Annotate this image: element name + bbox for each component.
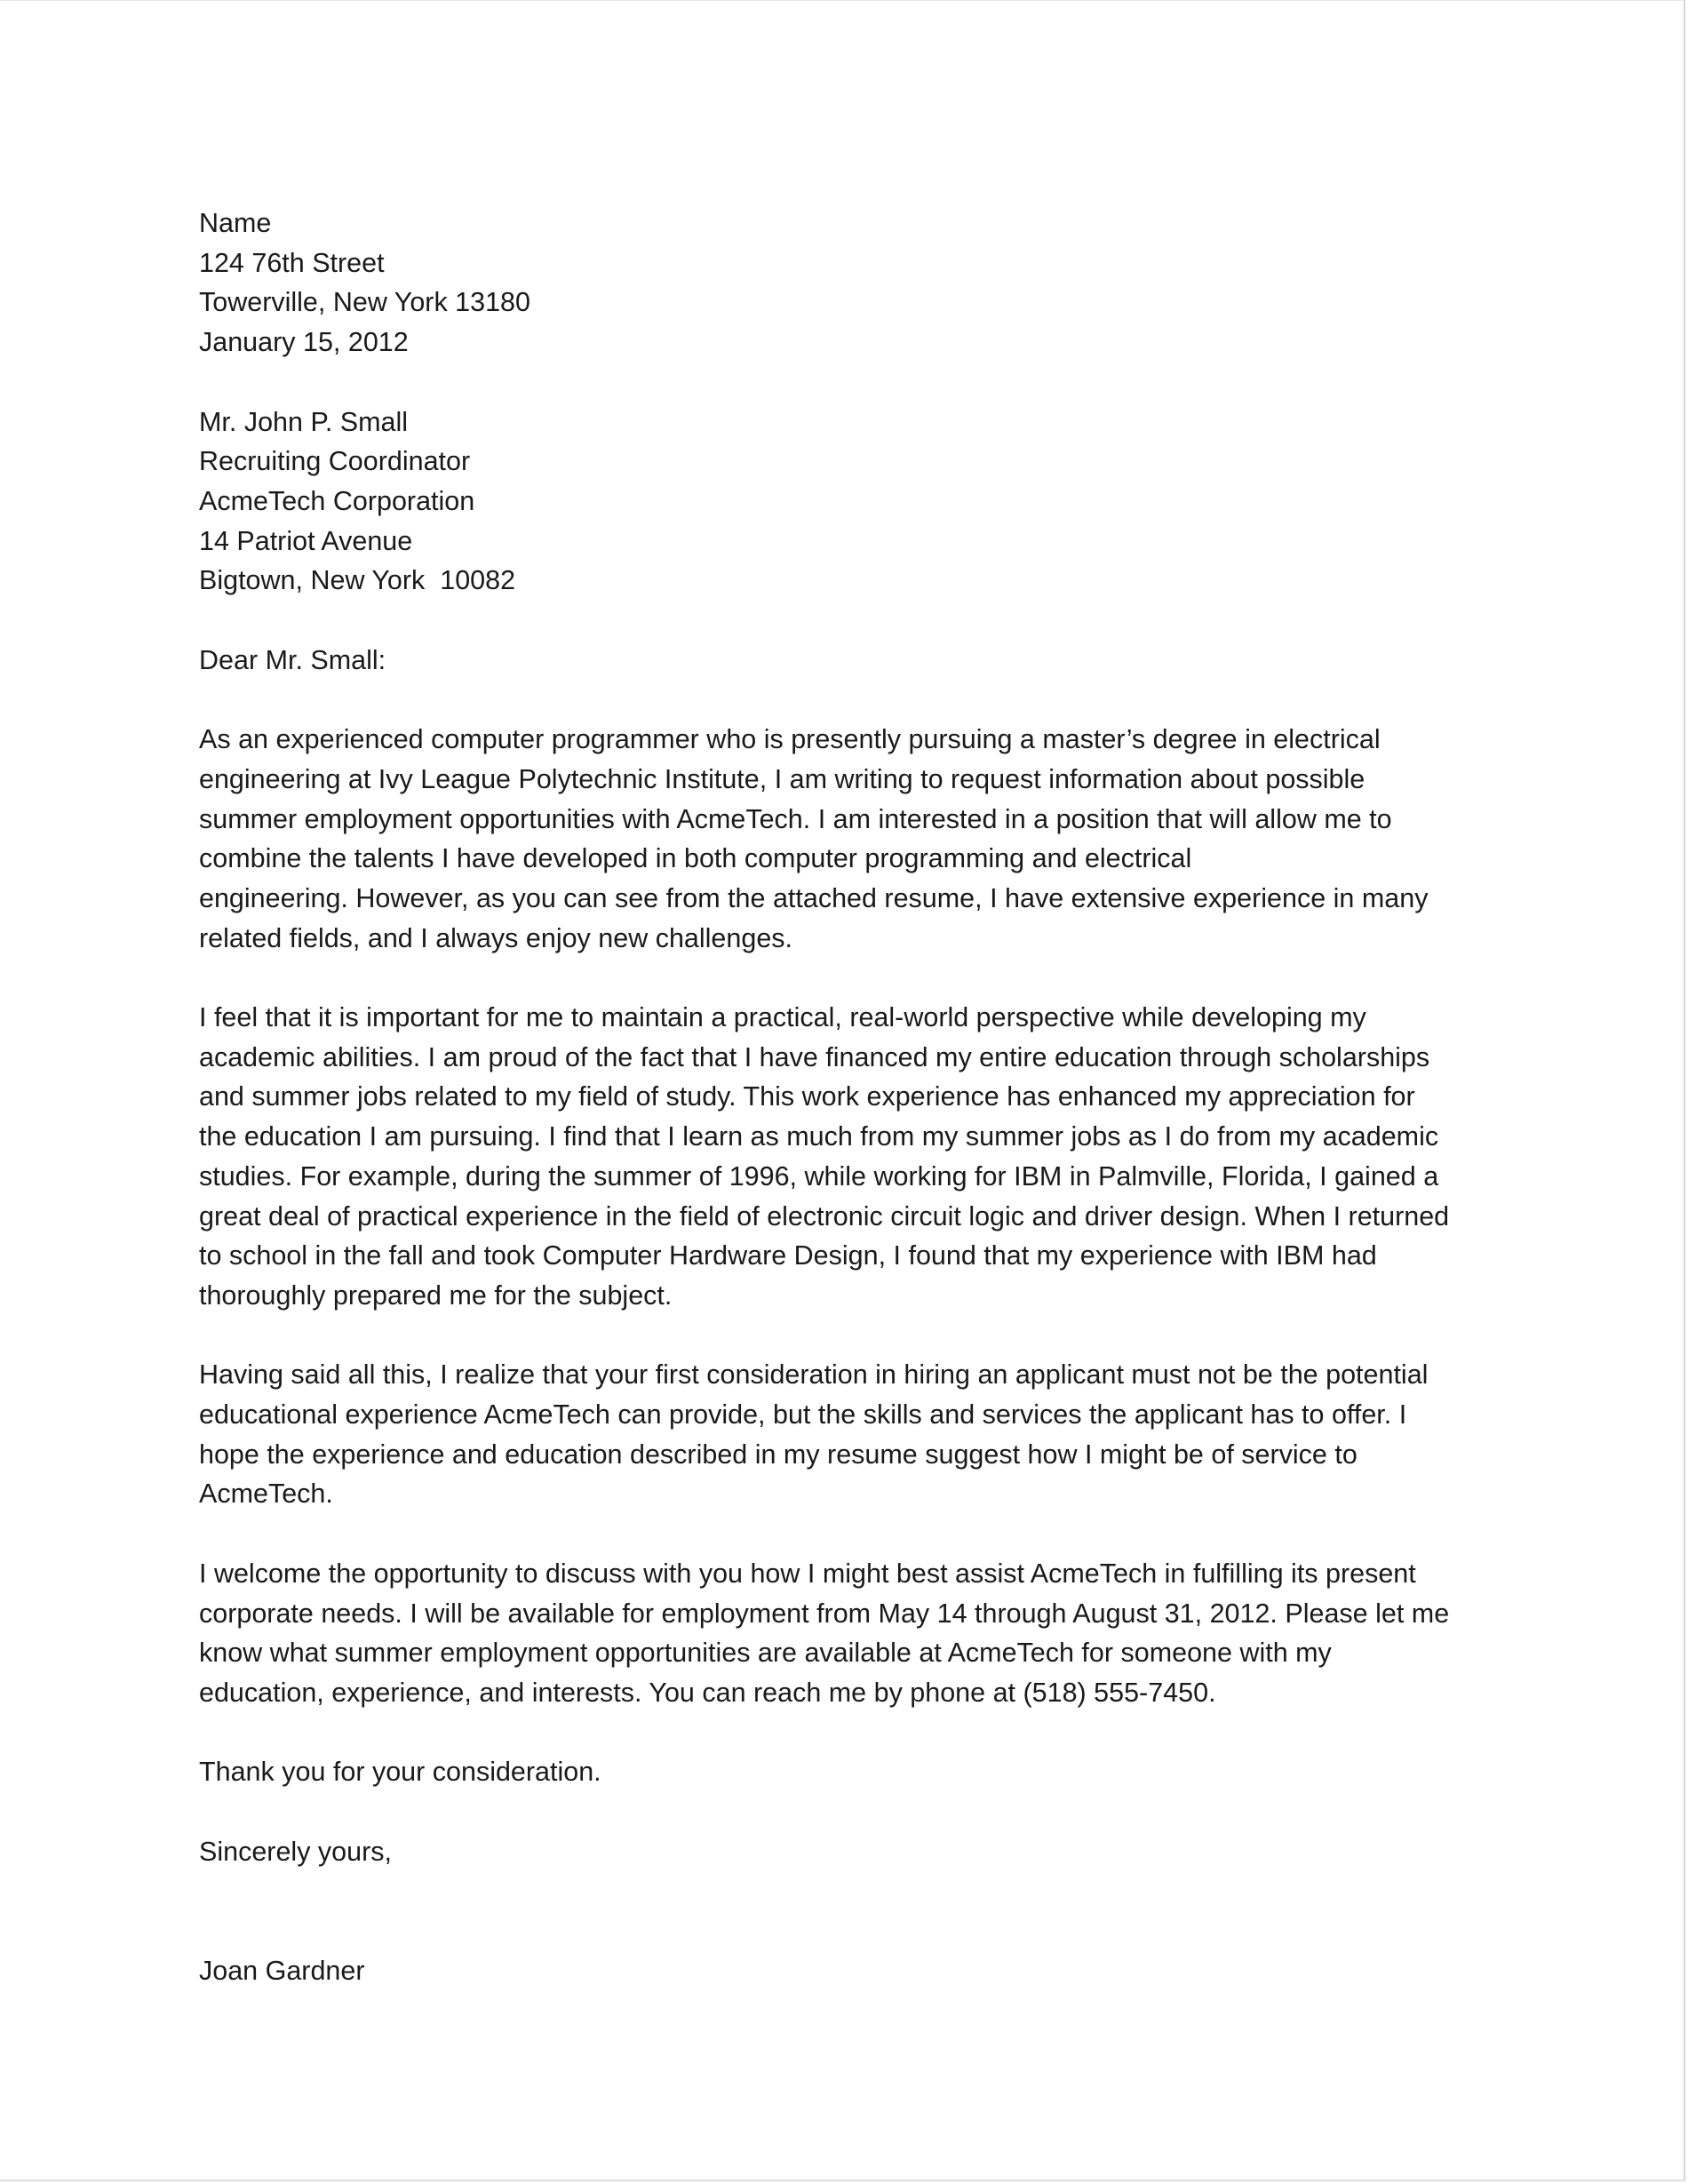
recipient-city: Bigtown, New York 10082 <box>199 565 516 596</box>
recipient-street: 14 Patriot Avenue <box>199 525 413 556</box>
body-paragraph-4 <box>199 1554 1514 1713</box>
paragraph-line: combine the talents I have developed in both computer programming and electrical <box>199 843 1192 874</box>
spacer <box>199 1316 1514 1356</box>
body-paragraph-3 <box>199 1355 1514 1514</box>
recipient-block <box>199 403 1514 602</box>
recipient-name: Mr. John P. Small <box>199 406 409 437</box>
spacer <box>199 363 1514 403</box>
paragraph-line: engineering at Ivy League Polytechnic Institute, I am writing to request information about possible <box>199 763 1366 794</box>
paragraph-line: hope the experience and education described in my resume suggest how I might be of service to <box>199 1439 1358 1470</box>
paragraph-line: academic abilities. I am proud of the fact that I have financed my entire education through scholarships <box>199 1041 1430 1072</box>
spacer <box>199 1514 1514 1554</box>
paragraph-line: thoroughly prepared me for the subject. <box>199 1279 673 1311</box>
letter-date: January 15, 2012 <box>199 327 409 358</box>
paragraph-line: Having said all this, I realize that your first consideration in hiring an applicant must not be the potential <box>199 1359 1429 1391</box>
paragraph-line: As an experienced computer programmer who is presently pursuing a master’s degree in electrical <box>199 724 1381 755</box>
signature-space <box>199 1871 1514 1950</box>
sender-street: 124 76th Street <box>199 247 385 278</box>
recipient-company: AcmeTech Corporation <box>199 485 475 516</box>
sender-name: Name <box>199 208 272 238</box>
cover-letter <box>199 203 1514 1991</box>
paragraph-line: I feel that it is important for me to maintain a practical, real-world perspective while developing my <box>199 1002 1366 1032</box>
signature-name: Joan Gardner <box>199 1955 365 1986</box>
paragraph-line: related fields, and I always enjoy new challenges. <box>199 922 793 953</box>
body-paragraph-1 <box>199 720 1514 958</box>
paragraph-line: know what summer employment opportunities are available at AcmeTech for someone with my <box>199 1638 1332 1669</box>
paragraph-line: summer employment opportunities with AcmeTech. I am interested in a position that will allow me to <box>199 803 1392 834</box>
recipient-title: Recruiting Coordinator <box>199 446 471 477</box>
spacer <box>199 958 1514 998</box>
thanks-line: Thank you for your consideration. <box>199 1757 601 1788</box>
spacer <box>199 601 1514 641</box>
paragraph-line: and summer jobs related to my field of study. This work experience has enhanced my appreciation for <box>199 1081 1415 1112</box>
paragraph-line: studies. For example, during the summer of 1996, while working for IBM in Palmville, Florida, I gained a <box>199 1160 1439 1192</box>
spacer <box>199 1792 1514 1832</box>
closing: Sincerely yours, <box>199 1836 392 1867</box>
paragraph-line: engineering. However, as you can see from the attached resume, I have extensive experience in many <box>199 882 1429 913</box>
paragraph-line: educational experience AcmeTech can provide, but the skills and services the applicant has to offer. I <box>199 1399 1407 1431</box>
spacer <box>199 680 1514 720</box>
sender-block <box>199 203 1514 363</box>
paragraph-line: I welcome the opportunity to discuss with you how I might best assist AcmeTech in fulfilling its present <box>199 1558 1416 1589</box>
paragraph-line: the education I am pursuing. I find that I learn as much from my summer jobs as I do from my academic <box>199 1121 1439 1152</box>
paragraph-line: AcmeTech. <box>199 1479 333 1510</box>
paragraph-line: great deal of practical experience in the field of electronic circuit logic and driver design. When I returned <box>199 1200 1450 1231</box>
paragraph-line: corporate needs. I will be available for employment from May 14 through August 31, 2012. Please let me <box>199 1598 1450 1629</box>
salutation: Dear Mr. Small: <box>199 644 386 675</box>
paragraph-line: to school in the fall and took Computer Hardware Design, I found that my experience with IBM had <box>199 1240 1377 1271</box>
body-paragraph-2 <box>199 998 1514 1316</box>
spacer <box>199 1713 1514 1753</box>
sender-city: Towerville, New York 13180 <box>199 287 530 318</box>
paragraph-line: education, experience, and interests. You can reach me by phone at (518) 555-7450. <box>199 1677 1216 1708</box>
